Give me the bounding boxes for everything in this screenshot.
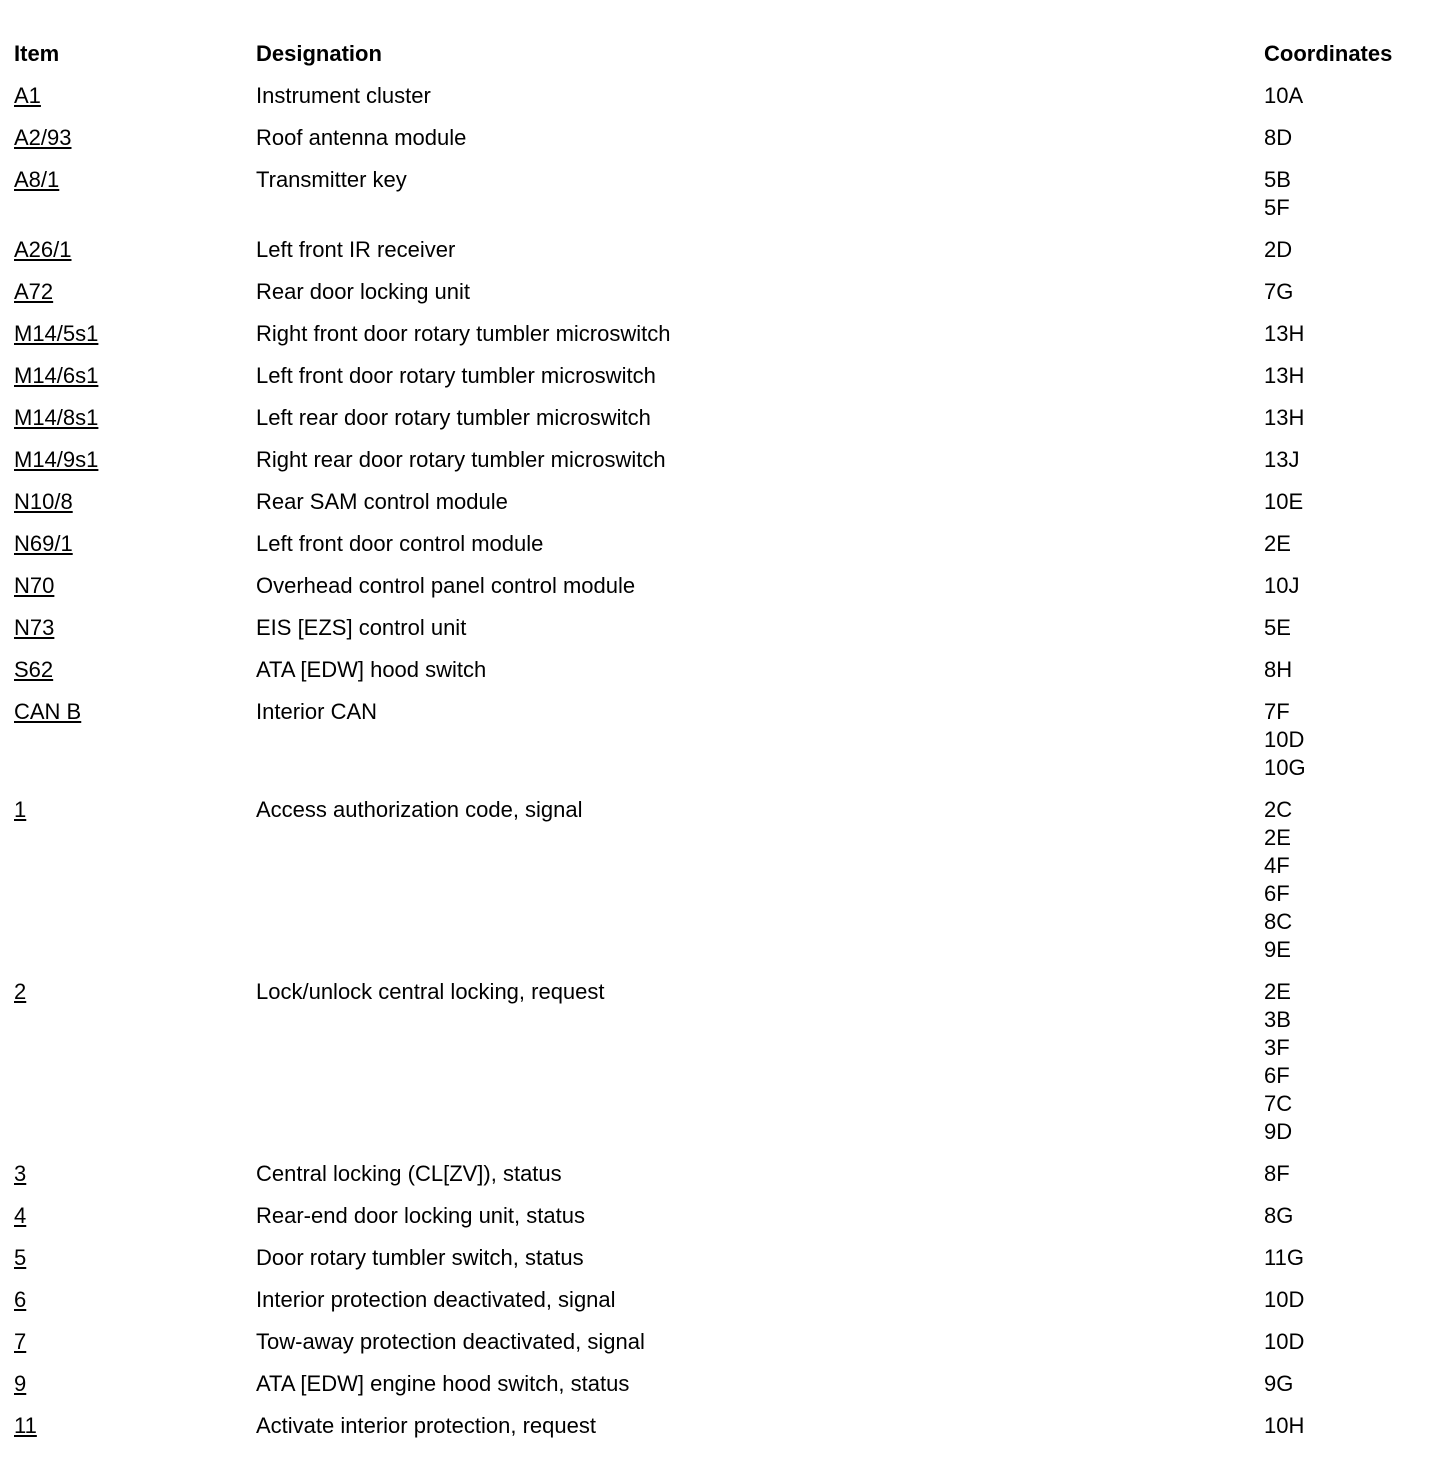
coordinates-cell: [1264, 530, 1434, 558]
item-cell: [14, 404, 256, 432]
item-cell: [14, 446, 256, 474]
coordinate-value: 13H: [1264, 321, 1305, 346]
coordinates-cell: [1264, 446, 1434, 474]
item-link[interactable]: 9: [14, 1371, 27, 1396]
table-row: [14, 698, 1434, 796]
coordinate-value: 2E: [1264, 825, 1291, 850]
item-link[interactable]: 7: [14, 1329, 27, 1354]
coordinates-cell: [1264, 488, 1434, 516]
table-row: [14, 1412, 1434, 1454]
coordinate-value: 13J: [1264, 447, 1300, 472]
table-row: [14, 1370, 1434, 1412]
coordinates-cell: [1264, 1244, 1434, 1272]
table-row: [14, 124, 1434, 166]
item-link[interactable]: S62: [14, 657, 54, 682]
designation-cell: Central locking (CL[ZV]), status: [256, 1161, 562, 1186]
designation-cell: Left rear door rotary tumbler microswitch: [256, 405, 651, 430]
designation-cell: Lock/unlock central locking, request: [256, 979, 605, 1004]
item-cell: [14, 656, 256, 684]
table-row: [14, 656, 1434, 698]
item-link[interactable]: M14/8s1: [14, 405, 99, 430]
table-row: [14, 530, 1434, 572]
designation-cell: Activate interior protection, request: [256, 1413, 596, 1438]
item-cell: [14, 278, 256, 306]
coordinate-value: 6F: [1264, 1063, 1290, 1088]
table-row: [14, 1328, 1434, 1370]
coordinate-value: 7G: [1264, 279, 1294, 304]
coordinate-value: 13H: [1264, 363, 1305, 388]
table-row: [14, 488, 1434, 530]
table-row: [14, 404, 1434, 446]
designation-cell: Rear-end door locking unit, status: [256, 1203, 585, 1228]
table-row: [14, 166, 1434, 236]
coordinates-cell: [1264, 362, 1434, 390]
header-coordinates: Coordinates: [1264, 41, 1393, 66]
coordinates-cell: [1264, 82, 1434, 110]
table-header-row: [14, 40, 1434, 82]
item-cell: [14, 236, 256, 264]
item-link[interactable]: 11: [14, 1413, 37, 1438]
designation-cell: ATA [EDW] hood switch: [256, 657, 487, 682]
item-cell: [14, 1286, 256, 1314]
item-link[interactable]: A8/1: [14, 167, 60, 192]
coordinates-cell: [1264, 124, 1434, 152]
item-link[interactable]: A1: [14, 83, 41, 108]
item-link[interactable]: N73: [14, 615, 55, 640]
component-legend-table: [14, 40, 1434, 1454]
coordinate-value: 10A: [1264, 83, 1304, 108]
coordinates-cell: [1264, 1412, 1434, 1440]
item-cell: [14, 1328, 256, 1356]
item-cell: [14, 978, 256, 1006]
table-row: [14, 614, 1434, 656]
item-cell: [14, 488, 256, 516]
coordinate-value: 6F: [1264, 881, 1290, 906]
coordinates-cell: [1264, 278, 1434, 306]
coordinate-value: 8F: [1264, 1161, 1290, 1186]
coordinates-cell: [1264, 1202, 1434, 1230]
coordinates-cell: [1264, 978, 1434, 1146]
coordinates-cell: [1264, 796, 1434, 964]
table-row: [14, 362, 1434, 404]
coordinates-cell: [1264, 320, 1434, 348]
designation-cell: Overhead control panel control module: [256, 573, 636, 598]
item-link[interactable]: A26/1: [14, 237, 72, 262]
designation-cell: EIS [EZS] control unit: [256, 615, 467, 640]
item-link[interactable]: 3: [14, 1161, 27, 1186]
designation-cell: Rear door locking unit: [256, 279, 471, 304]
header-item: Item: [14, 41, 60, 66]
designation-cell: Transmitter key: [256, 167, 407, 192]
item-link[interactable]: N70: [14, 573, 55, 598]
coordinate-value: 9E: [1264, 937, 1291, 962]
coordinate-value: 7C: [1264, 1091, 1293, 1116]
designation-cell: Roof antenna module: [256, 125, 467, 150]
table-row: [14, 1244, 1434, 1286]
designation-cell: Left front door rotary tumbler microswitch: [256, 363, 656, 388]
designation-cell: Right rear door rotary tumbler microswitch: [256, 447, 666, 472]
item-link[interactable]: A72: [14, 279, 54, 304]
table-row: [14, 82, 1434, 124]
designation-cell: Access authorization code, signal: [256, 797, 583, 822]
coordinate-value: 10G: [1264, 755, 1306, 780]
coordinates-cell: [1264, 614, 1434, 642]
item-link[interactable]: N10/8: [14, 489, 73, 514]
coordinates-cell: [1264, 1370, 1434, 1398]
header-designation: Designation: [256, 41, 382, 66]
table-row: [14, 1286, 1434, 1328]
coordinate-value: 2E: [1264, 531, 1291, 556]
coordinates-cell: [1264, 656, 1434, 684]
item-cell: [14, 82, 256, 110]
item-cell: [14, 320, 256, 348]
table-row: [14, 796, 1434, 978]
item-link[interactable]: 1: [14, 797, 27, 822]
item-cell: [14, 796, 256, 824]
coordinate-value: 13H: [1264, 405, 1305, 430]
coordinates-cell: [1264, 698, 1434, 782]
coordinate-value: 10D: [1264, 727, 1305, 752]
coordinate-value: 9D: [1264, 1119, 1293, 1144]
coordinate-value: 8D: [1264, 125, 1293, 150]
item-cell: [14, 124, 256, 152]
item-link[interactable]: N69/1: [14, 531, 73, 556]
designation-cell: ATA [EDW] engine hood switch, status: [256, 1371, 630, 1396]
coordinate-value: 11G: [1264, 1245, 1304, 1270]
coordinate-value: 2E: [1264, 979, 1291, 1004]
designation-cell: Right front door rotary tumbler microswitch: [256, 321, 671, 346]
coordinate-value: 10J: [1264, 573, 1300, 598]
coordinate-value: 10E: [1264, 489, 1304, 514]
table-row: [14, 320, 1434, 362]
coordinates-cell: [1264, 572, 1434, 600]
coordinate-value: 2C: [1264, 797, 1293, 822]
designation-cell: Tow-away protection deactivated, signal: [256, 1329, 645, 1354]
table-row: [14, 572, 1434, 614]
coordinates-cell: [1264, 1160, 1434, 1188]
designation-cell: Rear SAM control module: [256, 489, 508, 514]
item-link[interactable]: 4: [14, 1203, 27, 1228]
coordinates-cell: [1264, 166, 1434, 222]
coordinate-value: 9G: [1264, 1371, 1294, 1396]
item-link[interactable]: M14/9s1: [14, 447, 99, 472]
item-cell: [14, 1412, 256, 1440]
item-cell: [14, 572, 256, 600]
coordinate-value: 5E: [1264, 615, 1291, 640]
item-cell: [14, 362, 256, 390]
coordinate-value: 8G: [1264, 1203, 1294, 1228]
table-row: [14, 978, 1434, 1160]
coordinate-value: 5B: [1264, 167, 1291, 192]
item-cell: [14, 1202, 256, 1230]
coordinate-value: 5F: [1264, 195, 1290, 220]
item-cell: [14, 530, 256, 558]
table-row: [14, 278, 1434, 320]
item-cell: [14, 614, 256, 642]
item-link[interactable]: CAN B: [14, 699, 82, 724]
coordinate-value: 3B: [1264, 1007, 1291, 1032]
item-link[interactable]: M14/6s1: [14, 363, 99, 388]
designation-cell: Interior CAN: [256, 699, 378, 724]
designation-cell: Instrument cluster: [256, 83, 431, 108]
designation-cell: Door rotary tumbler switch, status: [256, 1245, 584, 1270]
coordinate-value: 2D: [1264, 237, 1293, 262]
coordinate-value: 4F: [1264, 853, 1290, 878]
item-cell: [14, 698, 256, 726]
item-link[interactable]: 5: [14, 1245, 27, 1270]
item-link[interactable]: A2/93: [14, 125, 72, 150]
designation-cell: Left front door control module: [256, 531, 544, 556]
item-cell: [14, 166, 256, 194]
table-row: [14, 1160, 1434, 1202]
coordinate-value: 7F: [1264, 699, 1290, 724]
designation-cell: Left front IR receiver: [256, 237, 456, 262]
coordinate-value: 8H: [1264, 657, 1293, 682]
coordinate-value: 10D: [1264, 1329, 1305, 1354]
coordinate-value: 10H: [1264, 1413, 1305, 1438]
coordinates-cell: [1264, 404, 1434, 432]
item-cell: [14, 1244, 256, 1272]
table-row: [14, 1202, 1434, 1244]
coordinates-cell: [1264, 1286, 1434, 1314]
designation-cell: Interior protection deactivated, signal: [256, 1287, 616, 1312]
table-body: [14, 82, 1434, 1454]
item-link[interactable]: 2: [14, 979, 27, 1004]
coordinates-cell: [1264, 1328, 1434, 1356]
coordinate-value: 3F: [1264, 1035, 1290, 1060]
coordinate-value: 8C: [1264, 909, 1293, 934]
item-link[interactable]: M14/5s1: [14, 321, 99, 346]
item-link[interactable]: 6: [14, 1287, 27, 1312]
item-cell: [14, 1160, 256, 1188]
table-row: [14, 446, 1434, 488]
coordinates-cell: [1264, 236, 1434, 264]
table-row: [14, 236, 1434, 278]
item-cell: [14, 1370, 256, 1398]
coordinate-value: 10D: [1264, 1287, 1305, 1312]
